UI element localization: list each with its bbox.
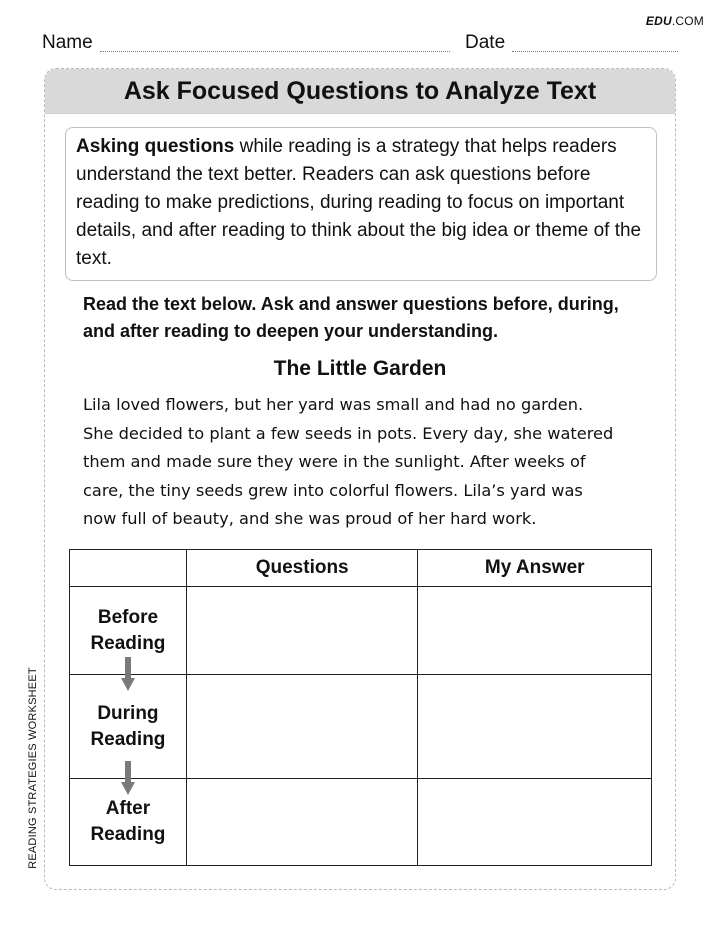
down-arrow-icon — [121, 657, 135, 691]
header-questions: Questions — [186, 550, 418, 587]
down-arrow-icon — [121, 761, 135, 795]
stage-label: Before — [97, 606, 159, 628]
date-field[interactable] — [512, 51, 678, 52]
story-text — [83, 391, 668, 534]
story-title: The Little Garden — [273, 357, 447, 380]
stage-label: Reading — [90, 632, 166, 654]
answer-cell[interactable] — [418, 675, 652, 779]
table-row — [70, 675, 652, 779]
stage-label: Reading — [90, 728, 166, 750]
instructions: Read the text below. Ask and answer questions before, during, and after reading to deepen your understanding. — [83, 294, 619, 341]
question-cell[interactable] — [186, 587, 418, 675]
brand-logo — [646, 14, 704, 28]
intro-box — [65, 127, 657, 281]
intro-text: while reading is a strategy that helps readers understand the text better. Readers can ask questions before reading to make predictions, during reading to focus on important details, and after reading to think about the big idea or theme of the text. — [76, 136, 642, 269]
header-answer: My Answer — [418, 550, 652, 587]
stage-label: After — [105, 798, 151, 819]
story-line: Lila loved flowers, but her yard was small and had no garden. — [83, 395, 584, 414]
table-row — [70, 779, 652, 866]
date-label: Date — [465, 32, 506, 53]
brand-logo-bold: EDU — [645, 14, 672, 28]
worksheet-frame — [44, 68, 676, 890]
answer-cell[interactable] — [418, 587, 652, 675]
name-label: Name — [42, 32, 93, 53]
story-line: She decided to plant a few seeds in pots. Every day, she watered — [83, 423, 614, 443]
stage-label: Reading — [90, 824, 166, 845]
page-title: Ask Focused Questions to Analyze Text — [123, 76, 597, 105]
story-line: now full of beauty, and she was proud of her hard work. — [83, 509, 537, 528]
story-line: them and made sure they were in the sunlight. After weeks of — [83, 452, 586, 471]
title-bar — [45, 69, 675, 114]
table-row — [70, 587, 652, 675]
table-header-row — [70, 550, 652, 587]
name-field[interactable] — [100, 51, 450, 52]
answer-cell[interactable] — [418, 779, 652, 866]
stage-label: During — [97, 702, 159, 724]
question-cell[interactable] — [186, 675, 418, 779]
header-fields — [42, 30, 678, 56]
header-stage — [70, 550, 187, 587]
intro-bold: Asking questions — [76, 136, 235, 157]
stage-before — [70, 587, 187, 675]
question-cell[interactable] — [186, 779, 418, 866]
question-table — [69, 549, 652, 866]
story-line: care, the tiny seeds grew into colorful flowers. Lila’s yard was — [83, 480, 583, 500]
brand-logo-suffix: .COM — [671, 14, 704, 28]
side-label: READING STRATEGIES WORKSHEET — [27, 667, 39, 869]
